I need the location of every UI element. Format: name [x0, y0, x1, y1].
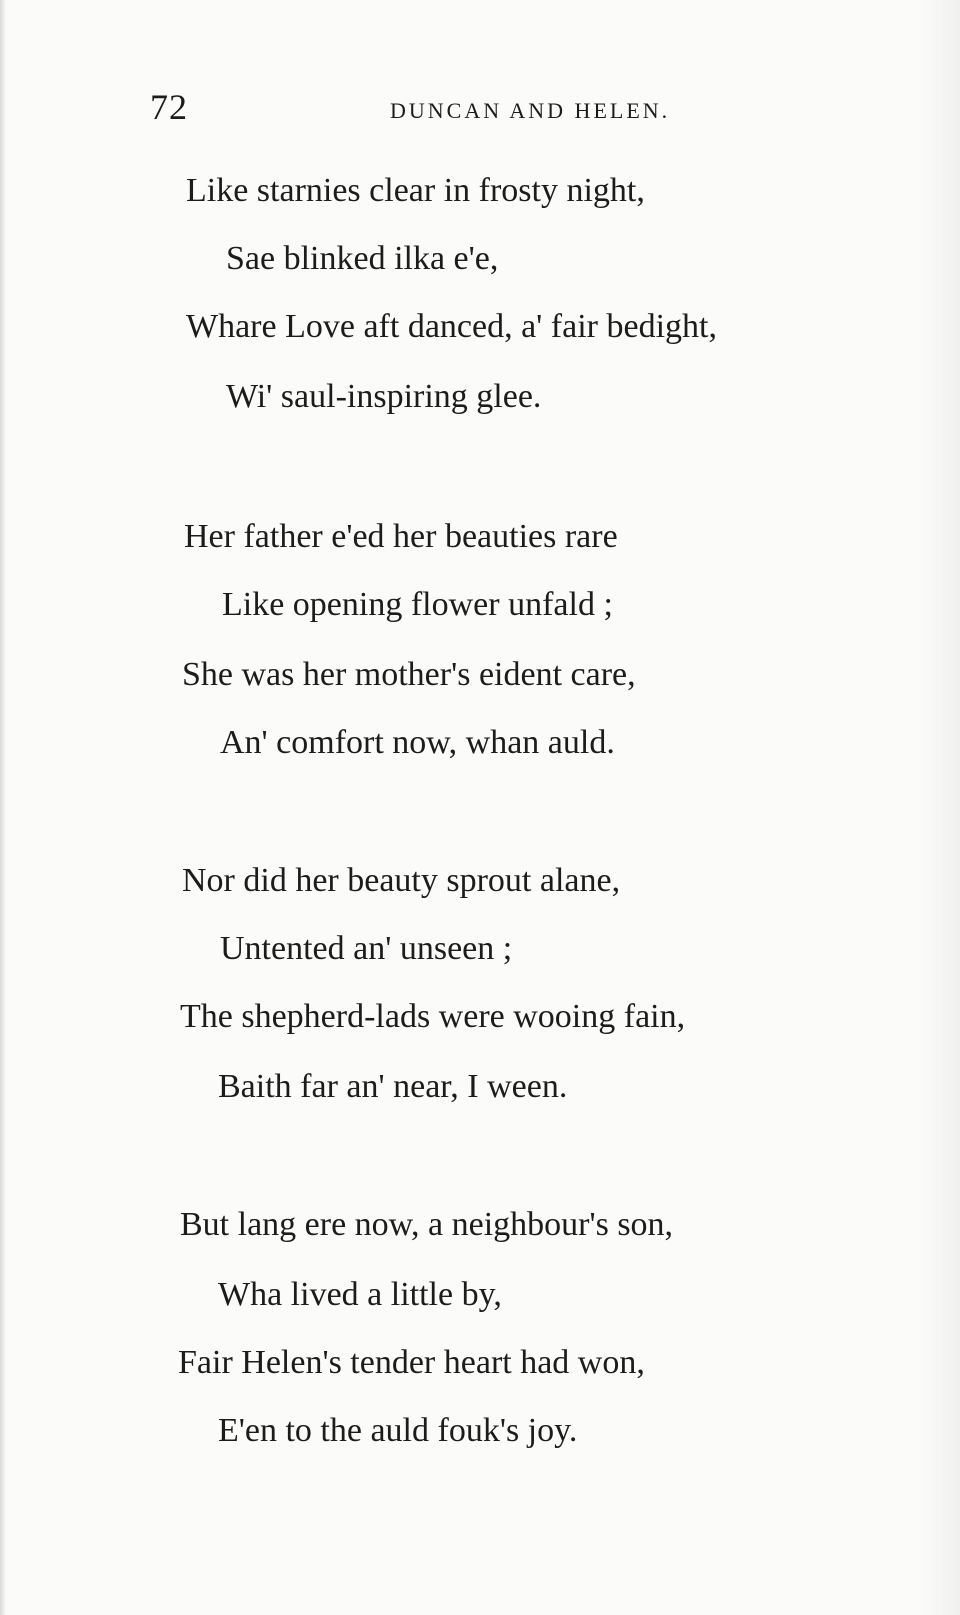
verse-line: Baith far an' near, I ween. [218, 1068, 568, 1105]
verse-line: But lang ere now, a neighbour's son, [180, 1206, 674, 1243]
running-title: DUNCAN AND HELEN. [390, 98, 671, 123]
scan-shadow-right [920, 0, 960, 1615]
verse-line: Wi' saul-inspiring glee. [226, 378, 542, 415]
scan-shadow-left [0, 0, 6, 1615]
verse-line: E'en to the auld fouk's joy. [218, 1412, 578, 1449]
verse-line: Her father e'ed her beauties rare [184, 518, 618, 555]
verse-line: She was her mother's eident care, [182, 656, 636, 693]
verse-line: Untented an' unseen ; [220, 930, 513, 967]
verse-line: The shepherd-lads were wooing fain, [180, 998, 686, 1035]
verse-line: Like starnies clear in frosty night, [186, 172, 645, 209]
verse-line: Sae blinked ilka e'e, [226, 240, 499, 277]
verse-line: Wha lived a little by, [218, 1276, 502, 1313]
page-number: 72 [150, 87, 188, 127]
verse-line: An' comfort now, whan auld. [220, 724, 615, 761]
verse-line: Like opening flower unfald ; [222, 586, 613, 623]
verse-line: Nor did her beauty sprout alane, [182, 862, 621, 899]
verse-line: Fair Helen's tender heart had won, [178, 1344, 645, 1381]
verse-line: Whare Love aft danced, a' fair bedight, [186, 308, 717, 345]
